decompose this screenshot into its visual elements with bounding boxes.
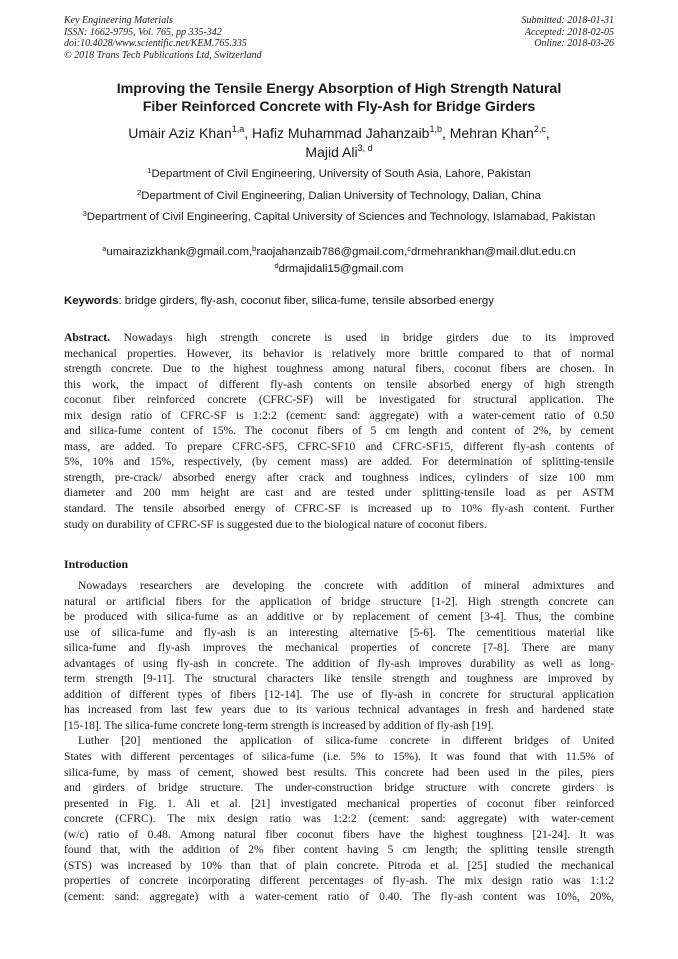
intro-line: (cement: sand: aggregate) with a water-cement ratio of 0.40. The fly-ash content was 10%, 20%, bbox=[64, 889, 614, 903]
affiliation-text: Department of Civil Engineering, Capital University of Sciences and Technology, Islamabad, Pakistan bbox=[86, 211, 596, 223]
abstract-line: 5%, 10% and 15%, respectively, (by cement mass) are added. For determination of splitting-tensile bbox=[64, 455, 614, 469]
intro-line: (w/c) ratio of 0.48. Among natural fiber coconut fibers have the highest toughness [21-24]. It was bbox=[64, 827, 614, 841]
journal-name: Key Engineering Materials bbox=[64, 15, 173, 26]
intro-line: Nowadays researchers are developing the concrete with addition of mineral admixtures and bbox=[78, 579, 614, 592]
abstract-label: Abstract. bbox=[64, 331, 111, 344]
author-list bbox=[64, 124, 614, 162]
affiliation-2 bbox=[64, 188, 614, 205]
abstract-line: strength, pre-crack/ absorbed energy after crack and toughness indices, cylinders of size 100 mm bbox=[64, 470, 614, 484]
affiliation-marker: 2 bbox=[137, 188, 142, 197]
intro-line: found that, with the addition of 2% fiber content having 5 cm length; the splitting tensile strength bbox=[64, 843, 614, 857]
intro-line: concrete (CFRC). The mix design ratio was 1:2:2 (cement: sand: aggregate) with water-cement bbox=[64, 812, 614, 826]
author-name: Majid Ali bbox=[305, 144, 358, 160]
intro-line: Luther [20] mentioned the application of silica-fume concrete in different bridges of United bbox=[78, 734, 614, 748]
author-emails bbox=[64, 244, 614, 278]
email-marker: c bbox=[407, 244, 411, 253]
intro-line: addition of different types of fibers [12-14]. The use of fly-ash in concrete for structural application bbox=[64, 687, 614, 701]
author-superscript: 3, d bbox=[357, 143, 373, 153]
author-superscript: 1,b bbox=[429, 124, 442, 134]
email-link[interactable]: drmajidali15@gmail.com bbox=[278, 263, 404, 275]
abstract-line: Abstract. Nowadays high strength concrete is used in bridge girders due to its improved bbox=[64, 331, 614, 344]
intro-line: has increased from last few years due to its various technical advantages in fresh and hardened state bbox=[64, 703, 614, 717]
introduction-body bbox=[64, 578, 614, 904]
intro-line: properties of concrete incorporating different percentages of fly-ash. The mix design ratio was 1:1:2 bbox=[64, 874, 614, 888]
abstract-line: mechanical properties. However, its behavior is relatively more brittle compared to that of normal bbox=[64, 346, 614, 360]
affiliation-text: Department of Civil Engineering, University of South Asia, Lahore, Pakistan bbox=[151, 168, 531, 180]
issn-line: ISSN: 1662-9795, Vol. 765, pp 335-342 bbox=[64, 26, 222, 38]
intro-line: and girders of bridge structure. The under-construction bridge structure with concrete girders is bbox=[64, 781, 614, 795]
affiliation-marker: 1 bbox=[147, 166, 152, 175]
abstract-line: coconut fiber reinforced concrete (CFRC-SF) will be investigated for structural application. The bbox=[64, 393, 614, 407]
intro-line: be produced with silica-fume as an additive or by replacement of cement [3-4]. Thus, the combine bbox=[64, 610, 614, 624]
keywords bbox=[64, 294, 614, 309]
intro-line: [15-18]. The silica-fume concrete long-term strength is increased by addition of fly-ash [19]. bbox=[64, 718, 494, 732]
paper-title bbox=[64, 80, 614, 116]
online-date: Online: 2018-03-26 bbox=[534, 38, 614, 49]
author-name: Hafiz Muhammad Jahanzaib bbox=[252, 125, 430, 141]
journal-info bbox=[64, 15, 262, 61]
author-separator: , bbox=[244, 125, 253, 141]
abstract-line: study on durability of CFRC-SF is suggested due to the biological nature of coconut fibers. bbox=[64, 517, 487, 531]
author-superscript: 2,c bbox=[533, 124, 546, 134]
copyright-line: © 2018 Trans Tech Publications Ltd, Switzerland bbox=[64, 49, 262, 61]
abstract-line: mix design ratio of CFRC-SF is 1:2:2 (cement: sand: aggregate) with a water-cement ratio of 0.50 bbox=[64, 408, 614, 422]
email-link[interactable]: raojahanzaib786@gmail.com, bbox=[256, 246, 408, 258]
affiliation-text: Department of Civil Engineering, Dalian University of Technology, Dalian, China bbox=[141, 190, 541, 202]
intro-line: (STS) was increased by 10% than that of plain concrete. Pitroda et al. [25] studied the mechanical bbox=[64, 858, 614, 872]
affiliation-1 bbox=[64, 166, 614, 183]
author-name: Mehran Khan bbox=[449, 125, 534, 141]
title-line-1: Improving the Tensile Energy Absorption of High Strength Natural bbox=[116, 81, 562, 97]
abstract-line: and silica-fume content of 15%. The coconut fibers of 5 cm length and content of 2%, by cement bbox=[64, 424, 614, 438]
keywords-text: : bridge girders, fly-ash, coconut fiber, silica-fume, tensile absorbed energy bbox=[118, 295, 494, 307]
affiliation-marker: 3 bbox=[82, 209, 87, 218]
email-marker: d bbox=[274, 261, 279, 270]
section-heading-introduction: Introduction bbox=[64, 557, 129, 571]
email-marker: a bbox=[102, 244, 107, 253]
email-link[interactable]: umairazizkhank@gmail.com, bbox=[106, 246, 253, 258]
intro-line: silica-fume, by mass of cement, showed best results. This concrete had been used in the piles, piers bbox=[64, 765, 614, 779]
intro-line: silica-fume and fly-ash improves the mechanical properties of concrete [7-8]. There are many bbox=[64, 641, 614, 655]
accepted-date: Accepted: 2018-02-05 bbox=[524, 26, 614, 38]
abstract-line: mass, are added. To prepare CFRC-SF5, CFRC-SF10 and CFRC-SF15, different fly-ash contents of bbox=[64, 439, 614, 453]
abstract bbox=[64, 330, 614, 532]
author-separator: , bbox=[545, 125, 550, 141]
title-line-2: Fiber Reinforced Concrete with Fly-Ash for Bridge Girders bbox=[142, 99, 536, 115]
doi-line: doi:10.4028/www.scientific.net/KEM.765.335 bbox=[64, 38, 247, 49]
author-superscript: 1,a bbox=[231, 124, 245, 134]
email-link[interactable]: drmehrankhan@mail.dlut.edu.cn bbox=[410, 246, 576, 258]
author-separator: , bbox=[441, 125, 450, 141]
intro-line: term strength [9-11]. The structural characters like tensile strength and toughness are improved by bbox=[64, 672, 614, 686]
email-marker: b bbox=[252, 244, 257, 253]
intro-line: presented in Fig. 1. Ali et al. [21] investigated mechanical properties of coconut fiber reinforced bbox=[64, 796, 614, 810]
intro-line: States with different percentages of silica-fume (i.e. 5% to 15%). It was found that with 11.5% of bbox=[64, 750, 614, 764]
affiliation-3 bbox=[64, 209, 614, 226]
abstract-line: strength concrete. Due to the highest toughness among natural fibers, coconut fibers are chosen. In bbox=[64, 362, 614, 376]
intro-line: natural or artificial fibers for the application of bridge structure [1-2]. High strength concrete can bbox=[64, 594, 614, 608]
submission-dates bbox=[522, 15, 615, 50]
keywords-label: Keywords bbox=[64, 295, 119, 307]
abstract-line: diameter and 200 mm height are cast and are tested under splitting-tensile load as per ASTM bbox=[64, 486, 614, 500]
intro-line: use of silica-fume and fly-ash is an interesting alternative [5-6]. The cementitious material like bbox=[64, 625, 614, 639]
submitted-date: Submitted: 2018-01-31 bbox=[521, 15, 614, 26]
author-name: Umair Aziz Khan bbox=[128, 125, 232, 141]
abstract-line: standard. The tensile absorbed energy of CFRC-SF is increased up to 10% fly-ash content. Further bbox=[64, 502, 614, 516]
abstract-line: this work, the impact of different fly-ash contents on tensile absorbed energy of high strength bbox=[64, 377, 614, 391]
intro-line: advantages of using fly-ash in concrete. The addition of fly-ash improves durability as well as long- bbox=[64, 656, 614, 670]
